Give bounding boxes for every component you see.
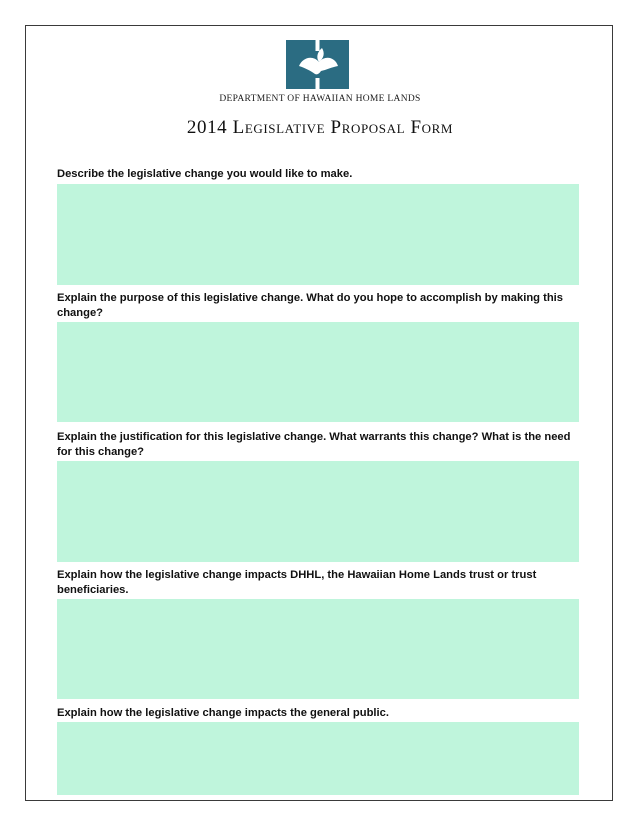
answer-field-4[interactable] — [57, 599, 579, 699]
question-label-4: Explain how the legislative change impacts DHHL, the Hawaiian Home Lands trust or trust beneficiaries. — [57, 569, 537, 596]
page-title: 2014 Legislative Proposal Form — [186, 117, 454, 138]
answer-field-5[interactable] — [57, 722, 579, 795]
question-label-5: Explain how the legislative change impacts the general public. — [57, 707, 389, 719]
question-label-2: Explain the purpose of this legislative change. What do you hope to accomplish by making this change? — [57, 292, 563, 319]
department-name: DEPARTMENT OF HAWAIIAN HOME LANDS — [219, 94, 421, 104]
dhhl-logo-icon — [286, 40, 349, 89]
answer-field-2[interactable] — [57, 322, 579, 422]
question-label-1: Describe the legislative change you would like to make. — [57, 168, 353, 180]
answer-field-3[interactable] — [57, 461, 579, 562]
answer-field-1[interactable] — [57, 184, 579, 285]
question-label-3: Explain the justification for this legislative change. What warrants this change? What is the need for this change? — [57, 431, 571, 458]
